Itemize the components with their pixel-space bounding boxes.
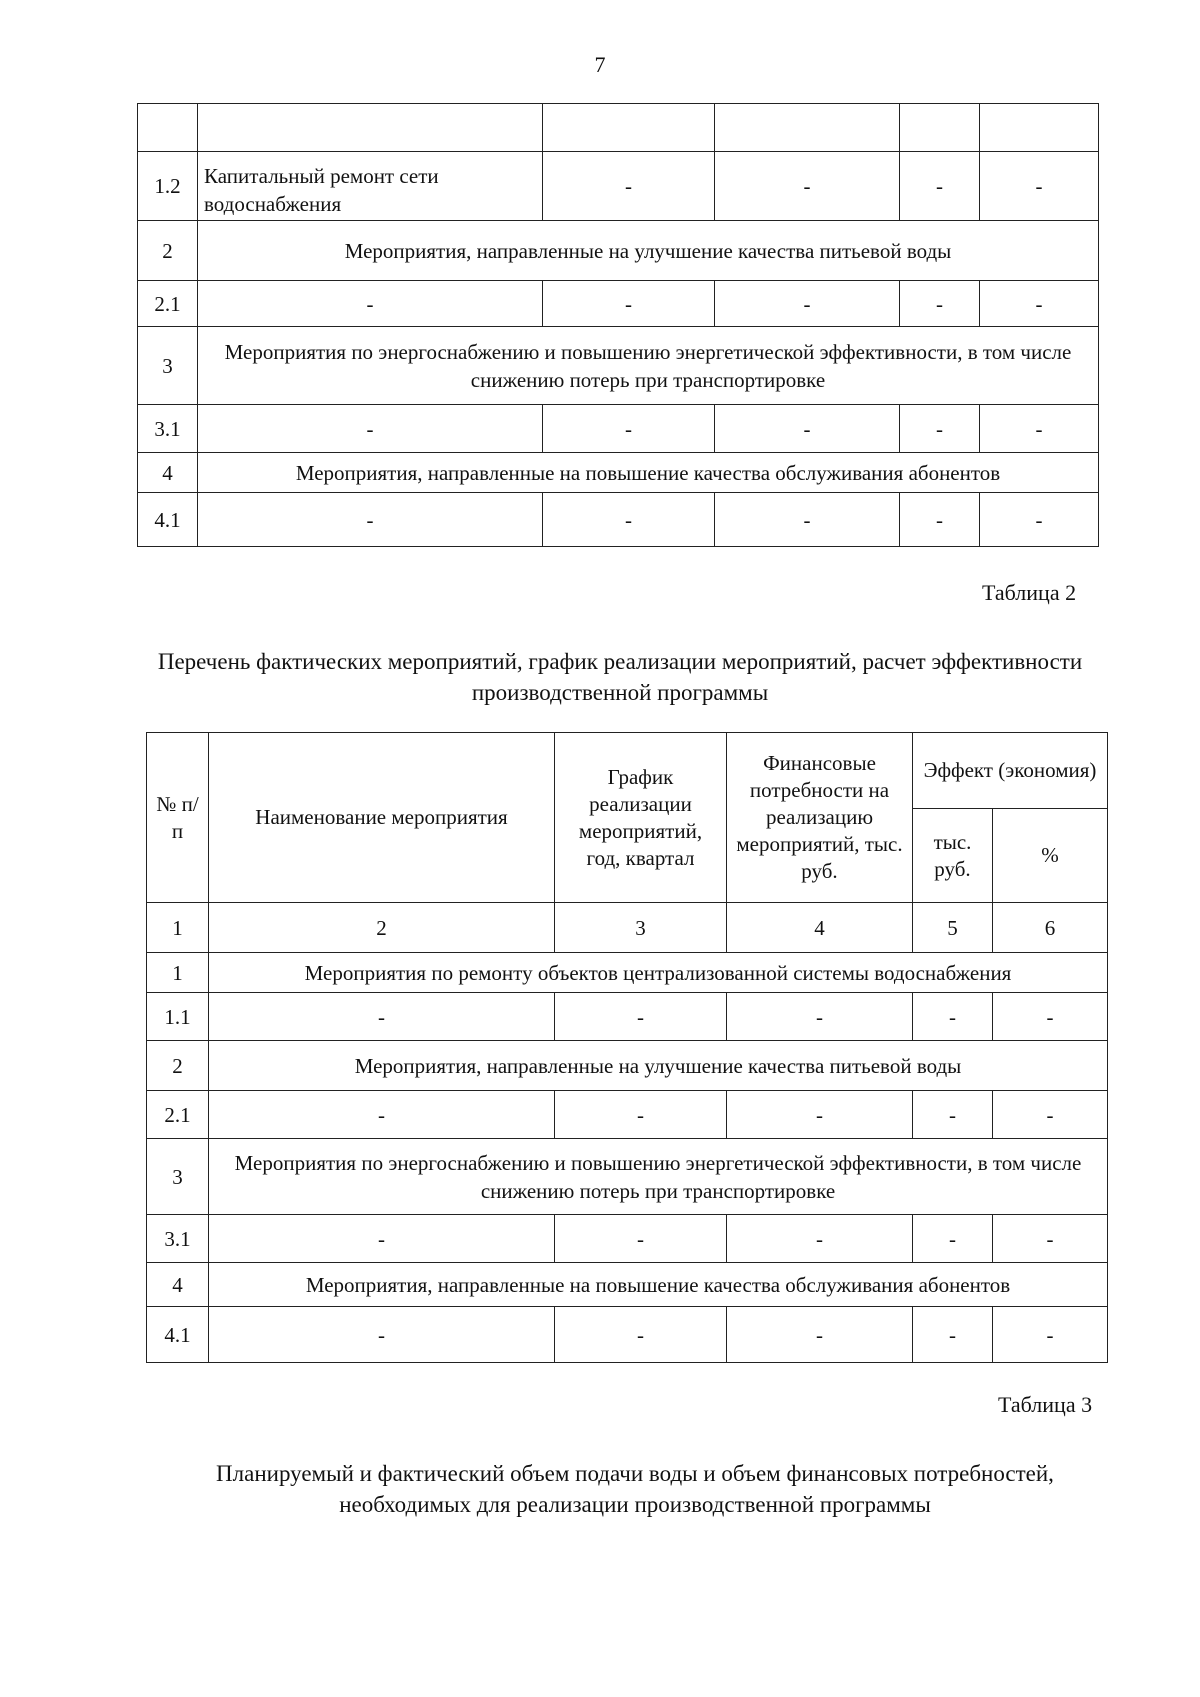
cell-effect-pct: - [993,1215,1108,1263]
cell-name: - [198,405,543,453]
cell-effect-pct: - [980,152,1099,221]
cell-effect-rub: - [913,1091,993,1139]
column-number-row [147,903,1108,953]
cell-finance: - [715,152,900,221]
cell-effect-pct: - [980,493,1099,547]
cell-finance: - [727,1307,913,1363]
table-row [138,104,1099,152]
cell-schedule: - [543,493,715,547]
cell-finance: - [727,1091,913,1139]
cell-num: 4 [138,453,198,493]
section-title: Мероприятия по энергоснабжению и повышению энергетической эффективности, в том числе снижению потерь при транспортировке [198,327,1099,405]
cell-schedule: - [555,1091,727,1139]
table-row [138,405,1099,453]
table-2-label: Таблица 2 [982,580,1077,605]
header-effect: Эффект (экономия) [913,733,1108,809]
header-effect-rub: тыс. руб. [913,809,993,903]
table-1-continuation [137,103,1099,547]
section-title: Мероприятия, направленные на улучшение качества питьевой воды [209,1041,1108,1091]
cell-num: 4.1 [147,1307,209,1363]
cell-num: 1.1 [147,993,209,1041]
col-number: 4 [727,903,913,953]
section-row [147,1041,1108,1091]
cell-name: - [209,1215,555,1263]
cell-effect-pct: - [993,1091,1108,1139]
section-row [138,453,1099,493]
cell-name: Капитальный ремонт сети водоснабжения [198,152,543,221]
table-row [147,993,1108,1041]
table-2-caption: Перечень фактических мероприятий, график реализации мероприятий, расчет эффективности производственной программы [157,649,1083,705]
cell-effect-rub: - [900,405,980,453]
section-title: Мероприятия, направленные на повышение качества обслуживания абонентов [209,1263,1108,1307]
cell-finance [715,104,900,152]
table-3-caption: Планируемый и фактический объем подачи воды и объем финансовых потребностей, необходимых для реализации производственной программы [216,1461,1054,1517]
table-row [138,281,1099,327]
cell-name: - [209,1307,555,1363]
cell-schedule [543,104,715,152]
cell-num: 2 [147,1041,209,1091]
cell-num: 3 [138,327,198,405]
cell-schedule: - [543,405,715,453]
table-row [138,493,1099,547]
cell-effect-rub: - [900,493,980,547]
cell-num: 2 [138,221,198,281]
cell-num: 2.1 [138,281,198,327]
cell-num: 4 [147,1263,209,1307]
cell-num: 1.2 [138,152,198,221]
cell-schedule: - [543,152,715,221]
cell-num: 1 [147,953,209,993]
cell-effect-rub [900,104,980,152]
header-schedule: График реализации мероприятий, год, квартал [555,733,727,903]
col-number: 1 [147,903,209,953]
cell-effect-pct: - [980,281,1099,327]
cell-schedule: - [555,993,727,1041]
header-num: № п/п [147,733,209,903]
cell-finance: - [715,281,900,327]
header-effect-pct: % [993,809,1108,903]
section-title: Мероприятия, направленные на улучшение качества питьевой воды [198,221,1099,281]
cell-effect-pct: - [980,405,1099,453]
table-2 [146,732,1108,1363]
cell-effect-pct: - [993,993,1108,1041]
header-finance: Финансовые потребности на реализацию мероприятий, тыс. руб. [727,733,913,903]
cell-num: 3 [147,1139,209,1215]
cell-num: 3.1 [138,405,198,453]
cell-effect-pct: - [993,1307,1108,1363]
header-row [147,733,1108,809]
cell-effect-rub: - [900,281,980,327]
section-row [138,221,1099,281]
cell-effect-rub: - [913,993,993,1041]
cell-effect-pct [980,104,1099,152]
cell-num: 2.1 [147,1091,209,1139]
section-row [147,1263,1108,1307]
cell-num: 3.1 [147,1215,209,1263]
header-name: Наименование мероприятия [209,733,555,903]
cell-finance: - [715,493,900,547]
section-row [147,1139,1108,1215]
cell-name: - [209,993,555,1041]
col-number: 2 [209,903,555,953]
col-number: 3 [555,903,727,953]
cell-num: 4.1 [138,493,198,547]
section-title: Мероприятия по ремонту объектов централизованной системы водоснабжения [209,953,1108,993]
table-row [138,152,1099,221]
cell-name: - [198,493,543,547]
cell-num [138,104,198,152]
table-row [147,1091,1108,1139]
section-row [138,327,1099,405]
col-number: 6 [993,903,1108,953]
cell-effect-rub: - [913,1215,993,1263]
col-number: 5 [913,903,993,953]
cell-effect-rub: - [900,152,980,221]
section-title: Мероприятия, направленные на повышение качества обслуживания абонентов [198,453,1099,493]
cell-effect-rub: - [913,1307,993,1363]
cell-finance: - [727,1215,913,1263]
table-3-label: Таблица 3 [998,1392,1093,1417]
cell-schedule: - [543,281,715,327]
cell-finance: - [727,993,913,1041]
page-number: 7 [594,52,606,77]
cell-name: - [209,1091,555,1139]
cell-finance: - [715,405,900,453]
cell-name: - [198,281,543,327]
section-title: Мероприятия по энергоснабжению и повышению энергетической эффективности, в том числе снижению потерь при транспортировке [209,1139,1108,1215]
section-row [147,953,1108,993]
cell-schedule: - [555,1215,727,1263]
table-row [147,1215,1108,1263]
cell-name [198,104,543,152]
table-row [147,1307,1108,1363]
cell-schedule: - [555,1307,727,1363]
